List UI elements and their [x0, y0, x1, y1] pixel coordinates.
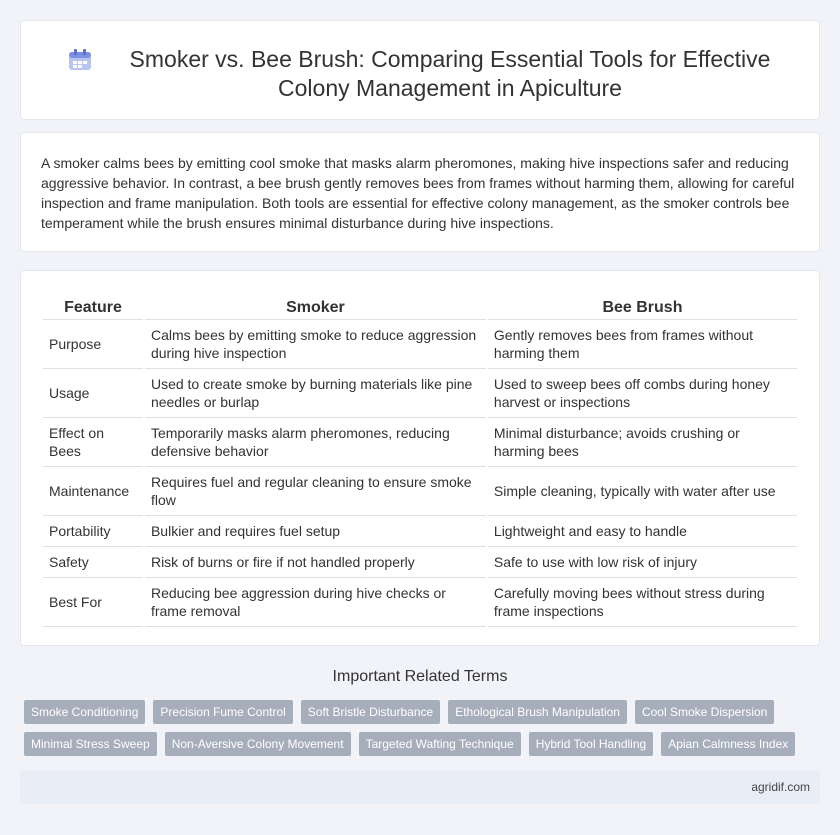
- feature-cell: Maintenance: [43, 467, 143, 516]
- feature-cell: Best For: [43, 578, 143, 627]
- intro-text: A smoker calms bees by emitting cool smoke that masks alarm pheromones, making hive inspections safer and reducing aggressive behavior. In contrast, a bee brush gently removes bees from frames without harming them, allowing for careful inspection and frame manipulation. Both tools are essential for effective colony management, as the smoker controls bee temperament while the brush ensures minimal disturbance during hive inspections.: [41, 155, 795, 231]
- bee-brush-cell: Used to sweep bees off combs during honey harvest or inspections: [488, 369, 797, 418]
- intro-card: [20, 132, 820, 252]
- smoker-cell: Reducing bee aggression during hive checks or frame removal: [145, 578, 486, 627]
- related-terms: [24, 700, 824, 764]
- site-link[interactable]: agridif.com: [751, 780, 810, 794]
- term-tag[interactable]: Minimal Stress Sweep: [24, 732, 157, 756]
- bee-brush-cell: Gently removes bees from frames without harming them: [488, 320, 797, 369]
- feature-cell: Purpose: [43, 320, 143, 369]
- feature-cell: Portability: [43, 516, 143, 547]
- term-tag[interactable]: Non-Aversive Colony Movement: [165, 732, 351, 756]
- calendar-icon: [67, 48, 93, 72]
- term-tag[interactable]: Apian Calmness Index: [661, 732, 795, 756]
- bee-brush-cell: Safe to use with low risk of injury: [488, 547, 797, 578]
- table-row: [43, 547, 797, 578]
- term-tag[interactable]: Cool Smoke Dispersion: [635, 700, 774, 724]
- bee-brush-cell: Carefully moving bees without stress during frame inspections: [488, 578, 797, 627]
- comparison-table: [41, 291, 799, 627]
- smoker-cell: Temporarily masks alarm pheromones, reducing defensive behavior: [145, 418, 486, 467]
- feature-cell: Usage: [43, 369, 143, 418]
- bee-brush-cell: Minimal disturbance; avoids crushing or harming bees: [488, 418, 797, 467]
- smoker-cell: Requires fuel and regular cleaning to ensure smoke flow: [145, 467, 486, 516]
- header-bee-brush: Bee Brush: [488, 291, 797, 320]
- table-row: [43, 516, 797, 547]
- table-row: [43, 467, 797, 516]
- bee-brush-cell: Lightweight and easy to handle: [488, 516, 797, 547]
- term-tag[interactable]: Ethological Brush Manipulation: [448, 700, 627, 724]
- header-feature: Feature: [43, 291, 143, 320]
- table-row: [43, 369, 797, 418]
- feature-cell: Effect on Bees: [43, 418, 143, 467]
- comparison-card: [20, 270, 820, 646]
- smoker-cell: Risk of burns or fire if not handled properly: [145, 547, 486, 578]
- smoker-cell: Calms bees by emitting smoke to reduce aggression during hive inspection: [145, 320, 486, 369]
- header-smoker: Smoker: [145, 291, 486, 320]
- page-title: Smoker vs. Bee Brush: Comparing Essential Tools for Effective Colony Management in Apiculture: [129, 46, 771, 101]
- related-terms-title: Important Related Terms: [332, 668, 508, 685]
- header-card: [20, 20, 820, 120]
- term-tag[interactable]: Targeted Wafting Technique: [359, 732, 521, 756]
- feature-cell: Safety: [43, 547, 143, 578]
- tag-row: [24, 700, 824, 724]
- term-tag[interactable]: Soft Bristle Disturbance: [301, 700, 440, 724]
- table-row: [43, 320, 797, 369]
- smoker-cell: Bulkier and requires fuel setup: [145, 516, 486, 547]
- term-tag[interactable]: Precision Fume Control: [153, 700, 292, 724]
- smoker-cell: Used to create smoke by burning materials like pine needles or burlap: [145, 369, 486, 418]
- tag-row: [24, 732, 824, 756]
- footer: [20, 770, 820, 804]
- table-row: [43, 418, 797, 467]
- bee-brush-cell: Simple cleaning, typically with water after use: [488, 467, 797, 516]
- table-row: [43, 578, 797, 627]
- term-tag[interactable]: Hybrid Tool Handling: [529, 732, 654, 756]
- term-tag[interactable]: Smoke Conditioning: [24, 700, 145, 724]
